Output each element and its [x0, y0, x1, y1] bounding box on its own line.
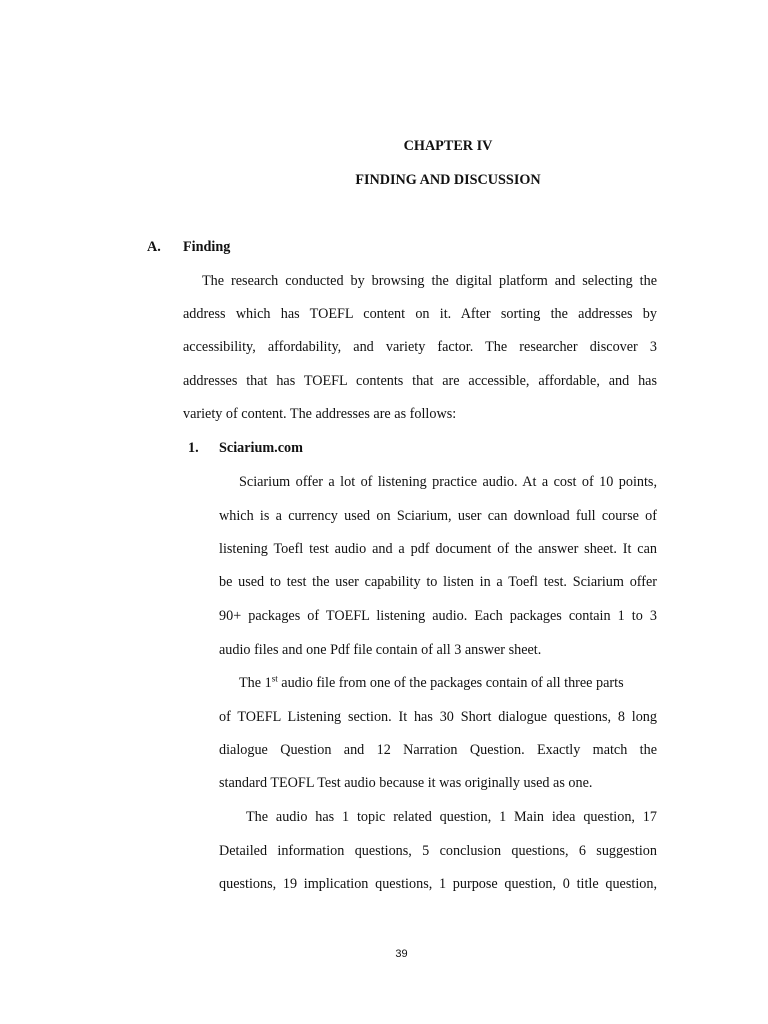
paragraph-line: which is a currency used on Sciarium, user can download full course of — [219, 508, 657, 524]
paragraph-line: accessibility, affordability, and variety factor. The researcher discover 3 — [183, 339, 657, 355]
section-number: A. — [147, 239, 161, 255]
paragraph-line: The audio has 1 topic related question, 1 Main idea question, 17 — [246, 809, 657, 825]
paragraph-line: variety of content. The addresses are as follows: — [183, 406, 457, 422]
paragraph-line: 90+ packages of TOEFL listening audio. Each packages contain 1 to 3 — [219, 608, 657, 624]
paragraph-line: standard TEOFL Test audio because it was originally used as one. — [219, 775, 593, 791]
chapter-title: FINDING AND DISCUSSION — [355, 172, 541, 188]
paragraph-line: be used to test the user capability to listen in a Toefl test. Sciarium offer — [219, 574, 657, 590]
list-item-number: 1. — [188, 440, 199, 456]
paragraph-line: of TOEFL Listening section. It has 30 Short dialogue questions, 8 long — [219, 709, 657, 725]
paragraph-line: addresses that has TOEFL contents that are accessible, affordable, and has — [183, 373, 657, 389]
line-rest: audio file from one of the packages contain of all three parts — [277, 675, 624, 691]
paragraph-line — [239, 674, 624, 692]
ordinal-prefix: The 1 — [239, 675, 272, 691]
paragraph-line: dialogue Question and 12 Narration Question. Exactly match the — [219, 742, 657, 758]
paragraph-line: Detailed information questions, 5 conclusion questions, 6 suggestion — [219, 843, 657, 859]
paragraph-line: Sciarium offer a lot of listening practice audio. At a cost of 10 points, — [239, 474, 657, 490]
paragraph-line: questions, 19 implication questions, 1 purpose question, 0 title question, — [219, 876, 657, 892]
paragraph-line: address which has TOEFL content on it. After sorting the addresses by — [183, 306, 657, 322]
page-number: 39 — [395, 948, 408, 960]
ordinal-superscript: st — [271, 673, 278, 684]
list-item-title: Sciarium.com — [219, 440, 303, 456]
paragraph-line: The research conducted by browsing the digital platform and selecting the — [202, 273, 657, 289]
paragraph-line: listening Toefl test audio and a pdf document of the answer sheet. It can — [219, 541, 657, 557]
paragraph-line: audio files and one Pdf file contain of all 3 answer sheet. — [219, 642, 542, 658]
chapter-label: CHAPTER IV — [403, 138, 493, 154]
section-title: Finding — [183, 239, 231, 255]
